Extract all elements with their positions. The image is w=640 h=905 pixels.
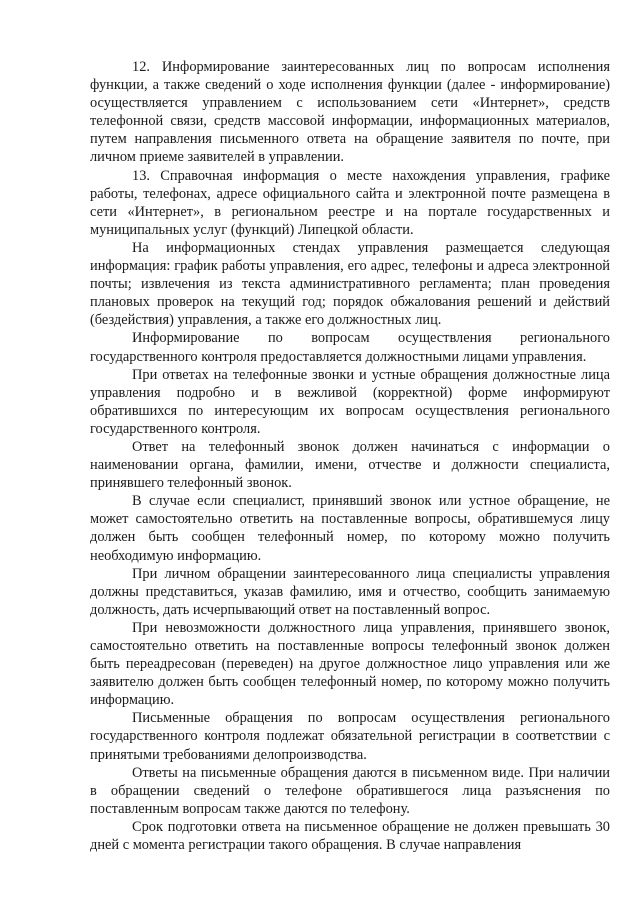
paragraph-written-registration: Письменные обращения по вопросам осуществления регионального государственного контроля подлежат обязательной регистрации в соответствии с принятыми требованиями делопроизводства. (90, 710, 610, 763)
paragraph-12-informing: 12. Информирование заинтересованных лиц по вопросам исполнения функции, а также сведений о ходе исполнения функции (далее - информирование) осуществляется управлением с использованием сети «Интернет», средств телефонной связи, средств массовой информации, информационных материалов, путем направления письменного ответа на обращение заявителя по почте, при личном приеме заявителей в управлении. (90, 59, 610, 166)
document-page (90, 58, 610, 854)
paragraph-personal-visit: При личном обращении заинтересованного лица специалисты управления должны представиться, указав фамилию, имя и отчество, сообщить занимаемую должность, дать исчерпывающий ответ на поставленный вопрос. (90, 565, 610, 618)
paragraph-informing-officials: Информирование по вопросам осуществления регионального государственного контроля предоставляется должностными лицами управления. (90, 330, 610, 365)
paragraph-phone-answers: При ответах на телефонные звонки и устные обращения должностные лица управления подробно и в вежливой (корректной) форме информируют обратившихся по интересующим их вопросам осуществления регионального государственного контроля. (90, 366, 610, 437)
paragraph-13-reference-info: 13. Справочная информация о месте нахождения управления, графике работы, телефонах, адресе официального сайта и электронной почте размещена в сети «Интернет», в региональном реестре и на портале государственных и муниципальных услуг (функций) Липецкой области. (90, 167, 610, 238)
paragraph-response-deadline: Срок подготовки ответа на письменное обращение не должен превышать 30 дней с момента регистрации такого обращения. В случае направления (90, 818, 610, 854)
paragraph-phone-greeting: Ответ на телефонный звонок должен начинаться с информации о наименовании органа, фамилии, имени, отчестве и должности специалиста, принявшего телефонный звонок. (90, 438, 610, 492)
paragraph-call-transfer: При невозможности должностного лица управления, принявшего звонок, самостоятельно ответить на поставленные вопросы телефонный звонок должен быть переадресован (переведен) на другое должностное лицо управления или же заявителю должен быть сообщен телефонный номер, по которому можно получить информацию. (90, 619, 610, 709)
paragraph-written-answers: Ответы на письменные обращения даются в письменном виде. При наличии в обращении сведений о телефоне обратившегося лица разъяснения по поставленным вопросам также даются по телефону. (90, 764, 610, 817)
paragraph-unable-to-answer: В случае если специалист, принявший звонок или устное обращение, не может самостоятельно ответить на поставленные вопросы, обратившемуся лицу должен быть сообщен телефонный номер, по которому можно получить необходимую информацию. (90, 493, 610, 564)
paragraph-info-stands: На информационных стендах управления размещается следующая информация: график работы управления, его адрес, телефоны и адреса электронной почты; извлечения из текста административного регламента; план проведения плановых проверок на текущий год; порядок обжалования решений и действий (бездействия) управления, а также его должностных лиц. (90, 239, 610, 329)
